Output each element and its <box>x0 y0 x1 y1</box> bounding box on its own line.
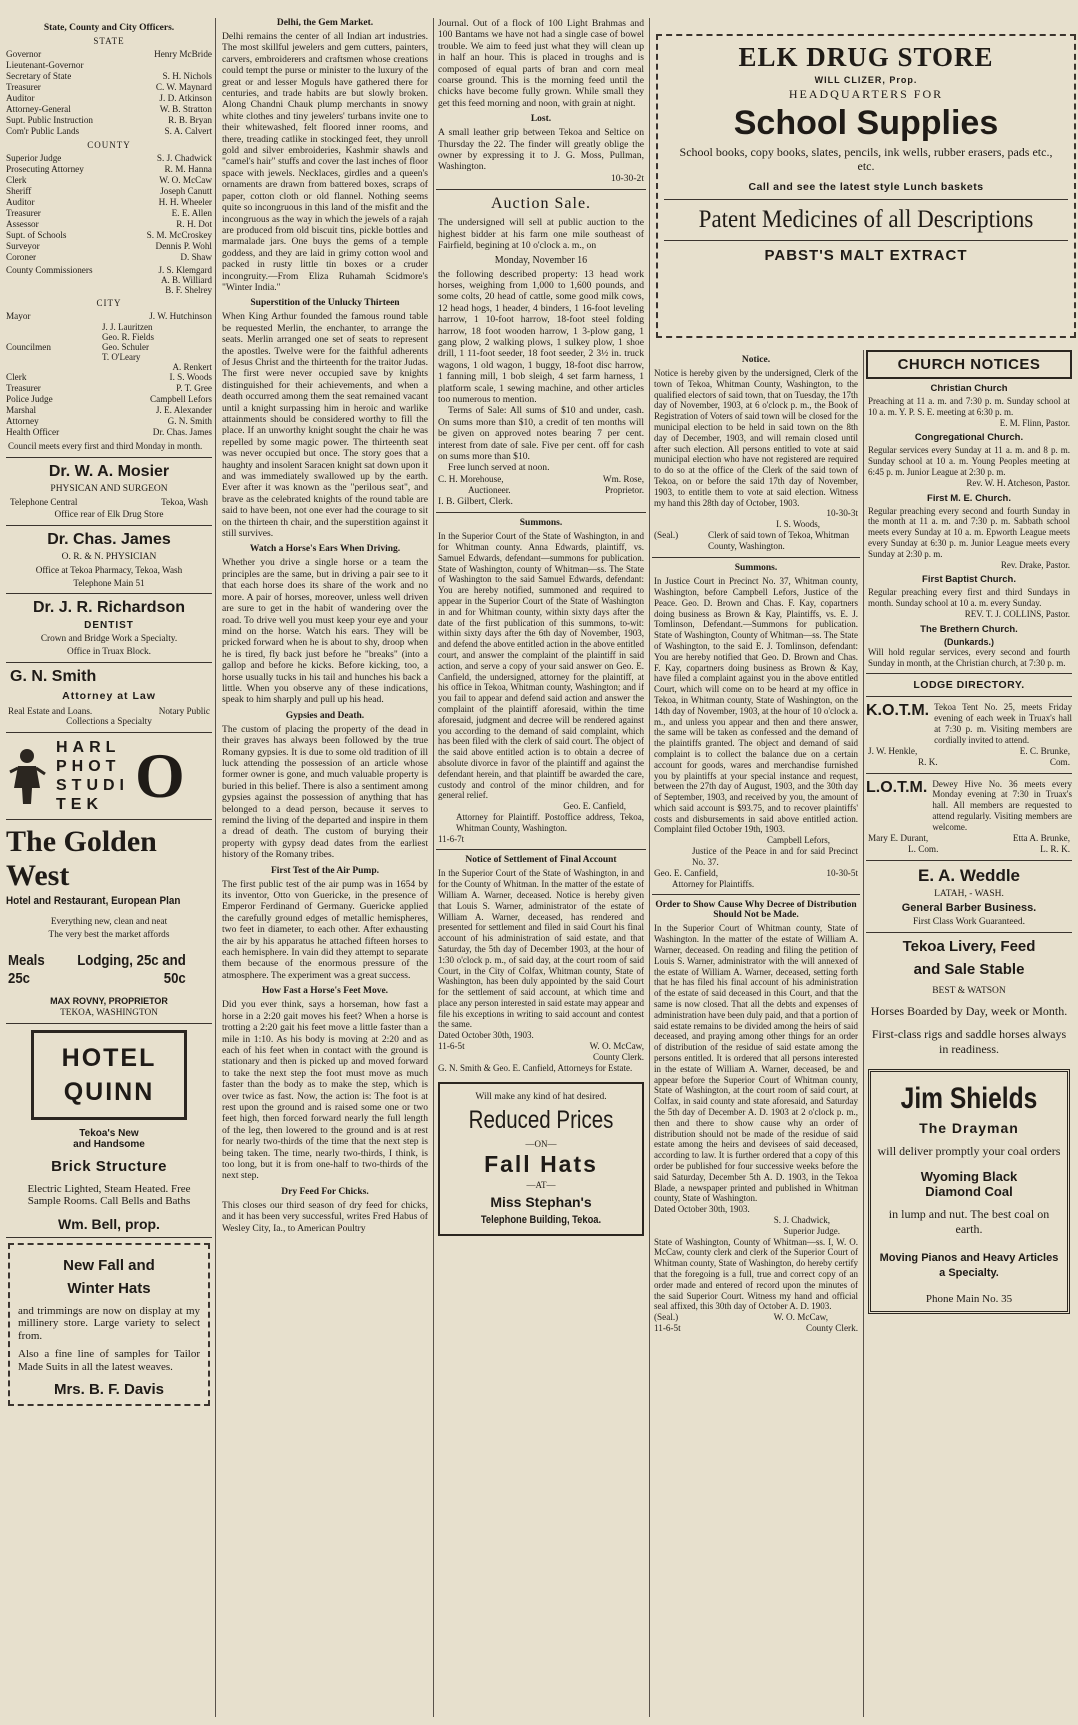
gypsies-title: Gypsies and Death. <box>285 710 365 721</box>
state-heading: STATE <box>93 36 125 46</box>
column-rule <box>215 18 216 1717</box>
dry-feed-continued: Journal. Out of a flock of 100 Light Brahmas and 100 Bantams we have not had a single case of bowel trouble. We aim to feed just what they will clean up in half an hour. This is placed in troughs and is composed of equal parts of bran and corn meal coarse ground. This is the morning feed until the chicks have become fully grown. While small they get this feed morning and noon, with grain at night. <box>438 18 644 109</box>
james-card: Dr. Chas. James O. R. & N. PHYSICIAN Office at Tekoa Pharmacy, Tekoa, Wash Telephone Main 51 <box>35 530 183 588</box>
officer-row: Attorney-General W. B. Stratton <box>6 104 212 114</box>
column-3: Journal. Out of a flock of 100 Light Brahmas and 100 Bantams we have not had a single case of bowel trouble. We aim to feed just what they will clean up in half an hour. This is placed in troughs and is composed of equal parts of bran and corn meal coarse ground. This is the morning feed until the chicks have become fully grown. While small they get this feed morning and noon, with grain at night. Lost. A small leather grip between Tekoa and Seltice on Thursday the 22. The finder will greatly oblige the owner by expressing it to J. G. Moss, Pullman, Washington. 10-30-2t Auction Sale. The undersigned will sell at public auction to the highest bidder at his farm one mile southeast of Fairfield, begining at 10 o'clock a. m., on Monday, November 16 the following described property: 13 head work horses, weighing from 1,000 to 1,600 pounds, and some colts, 20 head of cattle, some good milk cows, 12 head hogs, 1 header, 4 binders, 1 16-foot leveling harrow, 1 10-foot harrow, 18-foot steel folding harrow, 18 foot wooden harrow, 1 3-plow gang, 1 gang plow, 2 walking plows, 1 sulkey plow, 1 shoe drill, 1 11-foot seeder, 18 foot seeder, 2 3½ in. truck wagons, 1 old wagon, 1 buggy, 18-foot disc harrow, 1 fanning mill, 1 bob sleigh, 4 set farm harness, 1 platform scale, 1 sewing machine, and other articles too numerous to mention. Terms of Sale: All sums of $10 and under, cash. On sums more than $10, a credit of ten months will be given on approved notes bearing 7 per cent. interest from date of sale. Five per cent. off for cash on sums more than $10. Free lunch served at noon. C. H. Morehouse, Wm. Rose, Auctioneer. Proprietor. I. B. Gilbert, Clerk. Summons. In the Superior Court of the State of Washington, in and for Whitman county. Anna Edwards, plaintiff, vs. Samuel Edwards, defendant—summons for publication. State of Washington, county of Whitman—ss. The State of Washington to the said Samuel Edwards, defendant: You are hereby notified, summoned and required to appear in the Superior Court of the State of Washington in and for Whitman county, within sixty days after the date of the first publication of this summons, to-wit: within sixty days after the 6th day of November, 1903, and defend the above entitled action in the above entitled court, and answer the complaint of the plaintiff in said action, and serve a copy of your said answer on Geo. E. Canfield, the undersigned, attorney for the plaintiff, at his office in Tekoa, Whitman county, Washington; and if you fail to appear and defend said action and answer the complaint of the plaintiff aforesaid, within the time aforesaid, judgment and decree will be rendered against you according to the demand of said complaint, which has been filed with the clerk of said court. The object of the said above entitled action is to obtain a decree of absolute divorce in favor of the plaintiff and against the defendant herein, and that plaintiff be awarded the care, custody and control of the minor children, and for general relief. Geo. E. Canfield, Attorney for Plaintiff. Postoffice address, Tekoa, Whitman County, Washington. 11-6-7t Notice of Settlement of Final Account In the Superior Court of the State of Washington, in and for the County of Whitman. In the matter of the estate of William A. Warner, deceased. Notice is hereby given that Louis S. Warner, administrator of the estate of William A. Warner, deceased, has rendered and presented for settlement and filed in said Court his final account of his administration of said estate, and that Saturday, the 5th day of December 1903, at the hour of 1:30 o'clock p. m., of said day, at the court room of said Court, in the City of Colfax, Whitman county, State of Washington, has been duly appointed by the said Court for the settlement of said account, at which time and place any person interested in said estate may appear and file his exceptions in writing to said account and contest the same. Dated October 30th, 1903. 11-6-5t W. O. McCaw, County Clerk. G. N. Smith & Geo. E. Canfield, Attorneys for Estate. Will make any kind of hat desired. Reduced Prices —ON— Fall Hats —AT— Miss Stephan's Telephone Building, Tekoa. <box>436 18 646 1717</box>
officer-row: Health Officer Dr. Chas. James <box>6 427 212 437</box>
lodge-title: LODGE DIRECTORY. <box>913 679 1025 692</box>
officer-row: Supt. Public Instruction R. B. Bryan <box>6 115 212 125</box>
council-note: Council meets every first and third Monday in month. <box>8 441 203 451</box>
column-rule <box>863 350 864 1717</box>
officer-row: Treasurer E. E. Allen <box>6 208 212 218</box>
column-rule <box>649 18 650 1717</box>
column-2 <box>220 18 430 1717</box>
officer-row: Police Judge Campbell Lefors <box>6 394 212 404</box>
summons2-title: Summons. <box>734 563 778 574</box>
church-list <box>866 383 1072 668</box>
gypsies-body: The custom of placing the property of the dead in their graves has always been followed by the true Romany gypsies. It is due to some old tradition of ill luck attending the possession of an article whose former owner is gone, and much valuable property is buried in this belief. There is also a sentiment among gypsies against the possession of anything that has belonged to a dead person, because it serves to remind the living of the departed and inspire in them a dread of death. The custom of burying their property with gypsy dead dates from the earliest history of the Romany tribes. <box>222 723 428 861</box>
delhi-body: Delhi remains the center of all Indian art industries. The most skillful jewelers and gem cutters, painters, carvers, embroiderers and craftsmen whose creations could tempt the purse or minister to the luxury of the great or and lesser Moguls have gathered there for centuries, and trade habits are but slowly broken. Along Chandni Chauk plump merchants in snowy white clothes and tiny jewelers' turbans invite one to their whitewashed, felt floored inner rooms, and there, treading catlike in stockinged feet, they unroll gold and silver embroideries, Kashmir shawls and "camel's hair" stuffs and cover the last inches of floor space with jewels. Necklaces, girdles and a queen's ornaments are drawn from battered boxes, scraps of paper, cotton cloth or old flannel. Nothing seems quite so incongruous in this land of the misfit and the incongruous as the way in which the jewels of a rajah are produced from old biscuit tins, pickle bottles and marmalade jars. One buys the gems of a temple goddess, and they are laid in grimy cotton wool and packed in rusty little tin boxes or a cruder incongruity.—From Eliza Ruhamah Scidmore's "Winter India." <box>222 31 428 293</box>
notice-body: Notice is hereby given by the undersigned, Clerk of the town of Tekoa, Whitman County, Washington, to the qualified electors of said town, that on Tuesday, the 17th day of November, 1903, at 6 o'clock p. m., the Book of Registration of Voters of said town will be closed for the municipal election to be held in said town on the 8th day of December, 1903, and will remain closed until after such election. All persons entitled to vote at said municipal election who have not registered are required to do so at the office of the Clerk of the said town of Tekoa, on or before the said 17th day of November, 1903, to entitle them to vote at said election. Witness my hand this 28th day of October, 1903. <box>654 368 858 508</box>
officer-row: Lieutenant-Governor <box>6 60 84 70</box>
weddle-barber-ad: E. A. Weddle LATAH, - WASH. General Barber Business. First Class Work Guaranteed. <box>901 865 1037 927</box>
officer-row: Clerk I. S. Woods <box>6 372 212 382</box>
city-officers <box>6 372 212 438</box>
air-pump-body: The first public test of the air pump was in 1654 by its inventor, Otto von Guericke, in the presence of Emperor Ferdinand of Germany. Guericke applied the carefully ground edges of metallic hemispheres, two feet in diameter, to each other. After exhausting the air by his apparatus he attached fifteen horses to each hemisphere. In vain did they attempt to separate them because of the enormous pressure of the atmosphere. The experiment was a great success. <box>222 878 428 981</box>
column-5 <box>866 350 1072 1717</box>
photographer-figure-icon <box>6 746 48 806</box>
livery-ad: Tekoa Livery, Feed and Sale Stable BEST & WATSON Horses Boarded by Day, week or Month. First-class rigs and saddle horses always in readiness. <box>870 937 1068 1056</box>
delhi-title: Delhi, the Gem Market. <box>276 18 374 28</box>
officer-row: Surveyor Dennis P. Wohl <box>6 241 212 251</box>
jim-shields-ad: Jim Shields The Drayman will deliver promptly your coal orders Wyoming Black Diamond Coal in lump and nut. The best coal on earth. Moving Pianos and Heavy Articles a Specialty. Phone Main No. 35 <box>868 1069 1070 1314</box>
officer-row: Auditor J. D. Atkinson <box>6 93 212 103</box>
lost-body: A small leather grip between Tekoa and Seltice on Thursday the 22. The finder will greatly oblige the owner by expressing it to J. G. Moss, Pullman, Washington. <box>438 127 644 173</box>
superstition-body: When King Arthur founded the famous round table be requested Merlin, the enchanter, to arrange the seats. Merlin arranged one set of seats to represent the apostles. Twelve were for the faithful adherents of Jesus Christ and the thirteenth for the traitor Judas. The first were never occupied save by knights distinguished for their achievements, and when a death occurred among them the seat remained vacant until a knight surpassing him in heroic and warlike attainments should be considered worthy to fill the place. If an unworthy knight sought the chair he was repelled by some magic power. The thirteenth seat was never occupied but once. The story goes that a haughty and insolent Saracen knight sat down upon it and was immediately swallowed up by the earth. Ever after it was known as the "perilous seat", and brave as the celebrated knights of the round table are said to have been, not one ever had the courage to sit on the thirteen th chair, and the superstition against it still survives. <box>222 311 428 540</box>
horse-ears-title: Watch a Horse's Ears When Driving. <box>249 544 401 555</box>
dry-feed-body: This closes our third season of dry feed for chicks, and it has been very successful, writes Fred Habus of Wesley City, Ia., to American Poultry <box>222 1199 428 1234</box>
summons-body: In the Superior Court of the State of Washington, in and for Whitman county. Anna Edwards, plaintiff, vs. Samuel Edwards, defendant—summons for publication. State of Washington, county of Whitman—ss. The State of Washington to the said Samuel Edwards, defendant: You are hereby notified, summoned and required to appear in the Superior Court of the State of Washington in and for Whitman county, within sixty days after the date of the first publication of this summons, to-wit: within sixty days after the 6th day of November, 1903, and defend the above entitled action in the above entitled court, and answer the complaint of the plaintiff in said action, and serve a copy of your said answer on Geo. E. Canfield, the undersigned, attorney for the plaintiff, at his office in Tekoa, Whitman county, Washington; and if you fail to appear and defend said action and answer the complaint of the plaintiff aforesaid, within the time aforesaid, judgment and decree will be rendered against you according to the demand of said complaint, which has been filed with the clerk of said court. The object of the said above entitled action is to obtain a decree of absolute divorce in favor of the plaintiff and against the defendant herein, and that plaintiff be awarded the care, custody and control of the minor children, and for general relief. <box>438 531 644 801</box>
richardson-card: Dr. J. R. Richardson DENTIST Crown and Bridge Work a Specialty. Office in Truax Block. <box>32 598 186 657</box>
officer-row: Attorney G. N. Smith <box>6 416 212 426</box>
officers-title: State, County and City Officers. <box>43 23 175 33</box>
dry-feed-title: Dry Feed For Chicks. <box>281 1186 369 1197</box>
horse-feet-title: How Fast a Horse's Feet Move. <box>261 986 389 997</box>
officer-row: Com'r Public Lands S. A. Calvert <box>6 126 212 136</box>
settlement-body: In the Superior Court of the State of Washington, in and for the County of Whitman. In the matter of the estate of William A. Warner, deceased. Notice is hereby given that Louis S. Warner, administrator of the estate of William A. Warner, deceased, has rendered and presented for settlement and filed in said Court his final account of his administration of said estate, and that Saturday, the 5th day of December 1903, at the hour of 1:30 o'clock p. m., of said day, at the court room of said Court, in the City of Colfax, Whitman county, State of Washington, has been duly appointed by the said Court for the settlement of said account, at which time and place any person interested in said estate may appear and file his exceptions in writing to said account and contest the same. <box>438 868 644 1030</box>
church-entry: The Brethern Church. (Dunkards.) Will hold regular services, every second and fourth Sunday in month, at the Christian church, at 7:30 p. m. <box>868 623 1070 668</box>
settlement-title: Notice of Settlement of Final Account <box>465 855 617 866</box>
column-rule <box>433 18 434 1717</box>
horse-feet-body: Did you ever think, says a horseman, how fast a horse in a 2:20 gait moves his feet? When a horse is trotting a 2:20 gait his feet move a little faster than a mile in 1:10. As his body is moving at 2:20 and as each of his feet when in contact with the ground is stationary and then is picked up and moved forward to take the next step the foot must move as much faster than the body as to make the step, which is over twice as fast. Now, the action is: The foot is at rest upon the ground and is raised some one or two feet high, then forced forward nearly the full length of the leg, then lowered to the ground and is at rest for nearly two-thirds of the time that the next step is being taken. The time, nearly two-thirds, I think, is too long, but it is from one-half to two-thirds of the next step. <box>222 999 428 1182</box>
order-body: In the Superior Court of Whitman county, State of Washington. In the matter of the estate of William A. Warner, deceased. On reading and filing the petition of Louis S. Warner, administrator with the will annexed of the estate of William A. Warner, deceased, setting forth that he has filed his final account of his administration of the estate of said deceased in this Court, and that the same is now closed. That all the debts and expenses of administration have been duly paid, and that a portion of said estate remains to be divided among the heirs of said deceased, and praying among other things for an order of distribution of the residue of said estate among the persons entitled. It is ordered that all persons interested in the estate of William A. Warner, deceased, be and appear before the Superior Court of Whitman county, State of Washington, at the court room of said court, at Colfax, in said county and state aforesaid, and Saturday the 5th day of December A. D. 1903 at 2 o'clock p. m., then and there to show cause why an order of distribution should not be made of the residue of said estate among the heirs and devisees of said deceased, according to law. It is further ordered that a copy of this order be published for four successive weeks before the said Saturday, December 5th A. D. 1903, in the Tekoa Blade, a newspaper printed and published in Whitman county, State of Washington. <box>654 923 858 1204</box>
officer-row: Supt. of Schools S. M. McCroskey <box>6 230 212 240</box>
county-officers <box>6 153 212 263</box>
county-heading: COUNTY <box>87 140 131 150</box>
notice-title: Notice. <box>741 355 771 365</box>
city-heading: CITY <box>96 298 122 308</box>
officer-row: Coroner D. Shaw <box>6 252 212 262</box>
commissioners: County Commissioners J. S. Klemgard A. B. Williard B. F. Shelrey <box>6 265 212 295</box>
smith-card: G. N. Smith Attorney at Law Real Estate and Loans. Notary Public Collections a Specialty <box>8 667 210 727</box>
lost-title: Lost. <box>530 114 552 125</box>
officer-row: Sheriff Joseph Canutt <box>6 186 212 196</box>
officer-row: Clerk W. O. McCaw <box>6 175 212 185</box>
auction-body: The undersigned will sell at public auction to the highest bidder at his farm one mile southeast of Fairfield, begining at 10 o'clock a. m., on <box>438 217 644 252</box>
kotm-lodge: K.O.T.M. Tekoa Tent No. 25, meets Friday evening of each week in Truax's hall at 7:30 p. m. Visiting members are cordially invited to attend. J. W. Henkle, E. C. Brunke, R. K. Com. <box>866 702 1072 767</box>
church-entry: First Baptist Church. Regular preaching every first and third Sundays in month. Sunday school at 10 a. m. every Sunday. REV. T. J. COLLINS, Pastor. <box>868 574 1070 619</box>
officer-row: Auditor H. H. Wheeler <box>6 197 212 207</box>
state-officers <box>6 49 212 137</box>
hotel-quinn-ad: HOTEL QUINN Tekoa's New and Handsome Brick Structure Electric Lighted, Steam Heated. Free Sample Rooms. Call Bells and Baths Wm. Bell, prop. <box>6 1030 212 1232</box>
church-entry: Christian Church Preaching at 11 a. m. and 7:30 p. m. Sunday school at 10 a. m. Y. P. S. E. meeting at 6:30 p. m. E. M. Flinn, Pastor. <box>868 383 1070 428</box>
mosier-card: Dr. W. A. Mosier PHYSICAN AND SURGEON Telephone Central Tekoa, Wash Office rear of Elk Drug Store <box>10 462 208 520</box>
miss-stephans-ad: Will make any kind of hat desired. Reduced Prices —ON— Fall Hats —AT— Miss Stephan's Telephone Building, Tekoa. <box>438 1082 644 1236</box>
officer-row: Treasurer P. T. Gree <box>6 383 212 393</box>
officer-row: Treasurer C. W. Maynard <box>6 82 212 92</box>
officer-row: Prosecuting Attorney R. M. Hanna <box>6 164 212 174</box>
mayor-row: Mayor J. W. Hutchinson <box>6 311 212 321</box>
officer-row: Secretary of State S. H. Nichols <box>6 71 212 81</box>
auction-title: Auction Sale. <box>490 195 592 213</box>
officer-row: Superior Judge S. J. Chadwick <box>6 153 212 163</box>
column-4: Notice. Notice is hereby given by the undersigned, Clerk of the town of Tekoa, Whitman County, Washington, to the qualified electors of said town, that on Tuesday, the 17th day of November, 1903, at 6 o'clock p. m., the Book of Registration of Voters of said town will be closed for the municipal election to be held in said town on the 8th day of December, 1903, and will remain closed until after such election. All persons entitled to vote at said municipal election who have not registered are required to do so at the office of the Clerk of the said town of Tekoa, on or before the said 17th day of November, 1903, to entitle them to vote at said election. Witness my hand this 28th day of October, 1903. 10-30-3t I. S. Woods, (Seal.) Clerk of said town of Tekoa, Whitman County, Washington. Summons. In Justice Court in Precinct No. 37, Whitman county, Washington, before Campbell Lefors, Justice of the Peace. Geo. D. Brown and Chas. F. Kay, copartners doing business as Brown & Kay, Plaintiffs, vs. E. J. Tomlinson, Defendant.—Summons for publication. State of Washington, County of Whitman—ss. The State of Washington, to the said E. J. Tomlinson, defendant: You are hereby notified that Geo. D. Brown and Chas. F. Kay, copartners doing business as Brown & Kay, have filed a complaint against you in the above entitled Court, which will come on to be heard at my office in Tekoa, in Whitman county, State of Washington, on the 14th day of November, 1903, at the hour of 10 o'clock a. m., and unless you appear and then and there answer, the same will be taken as confessed and the demand of the plaintiffs granted. The object and demand of said complaint is to collect the balance due on a certain account for goods, wares and merchandise furnished you by plaintiffs at your special instance and request, between the 27th day of August, 1903, and the 30th day of September, 1903, and received by you, the amount of which said account is $93.75, and to recover plaintiffs' costs and disbursements in said above entitled action. Complaint filed October 19th, 1903. Campbell Lefors, Justice of the Peace in and for said Precinct No. 37. Geo. E. Canfield, 10-30-5t Attorney for Plaintiffs. Order to Show Cause Why Decree of Distribution Should Not be Made. In the Superior Court of Whitman county, State of Washington. In the matter of the estate of William A. Warner, deceased. On reading and filing the petition of Louis S. Warner, administrator with the will annexed of the estate of William A. Warner, deceased, setting forth that he has filed his final account of his administration of the estate of said deceased in this Court, and that the same is now closed. That all the debts and expenses of administration have been duly paid, and that a portion of said estate remains to be divided among the heirs of said deceased, and praying among other things for an order of distribution of the residue of said estate among the persons entitled. It is ordered that all persons interested in the estate of William A. Warner, deceased, be and appear before the Superior Court of Whitman county, State of Washington, at the court room of said court, at Colfax, in said county and state aforesaid, and Saturday the 5th day of December A. D. 1903 at 2 o'clock p. m., then and there to show cause why an order of distribution should not be made of the residue of said estate among the heirs and devisees of said deceased, according to law. It is further ordered that a copy of this order be published for four successive weeks before the said Saturday, December 5th A. D. 1903, in the Tekoa Blade, a newspaper printed and published in Whitman county, State of Washington. Dated October 30th, 1903. S. J. Chadwick, Superior Judge. State of Washington, County of Whitman—ss. I, W. O. McCaw, county clerk and clerk of the Superior Court of Whitman county, State of Washington, do hereby certify that the foregoing is a full, true and correct copy of an order made and entered of record upon the minutes of the said Superior Court. Witness my hand and official seal affixed, this 30th day of October A. D. 1903. (Seal.) W. O. McCaw, 11-6-5t County Clerk. <box>654 355 858 1334</box>
superstition-title: Superstition of the Unlucky Thirteen <box>250 298 400 309</box>
officer-row: Marshal J. E. Alexander <box>6 405 212 415</box>
golden-west-ad: The Golden West Hotel and Restaurant, European Plan Everything new, clean and neat The very best the market affords Meals 25c Lodging, 25c and 50c MAX ROVNY, PROPRIETOR TEKOA, WASHINGTON <box>6 824 186 1018</box>
officer-row: Governor Henry McBride <box>6 49 212 59</box>
church-entry: Congregational Church. Regular services every Sunday at 11 a. m. and 8 p. m. Sunday school at 10 a. m. Young Peoples meeting at 6:45 p. m. Junior League at 2:30 p. m. Rev. W. H. Atcheson, Pastor. <box>868 432 1070 488</box>
councilmen: Councilmen J. J. Lauritzen Geo. R. Fields Geo. Schuler T. O'Leary A. Renkert <box>6 322 212 372</box>
column-1 <box>6 18 212 1717</box>
air-pump-title: First Test of the Air Pump. <box>270 865 380 876</box>
church-entry: First M. E. Church. Regular preaching every second and fourth Sunday in the month at 11 a. m. and 7:30 p. m. Sabbath school meets every Sunday at 10 a. m. Epworth League meets every Sunday at 6:30 p. m. Junior League meets every Sunday at 2:30 p. m. Rev. Drake, Pastor. <box>868 492 1070 570</box>
horse-ears-body: Whether you drive a single horse or a team the principles are the same, but in driving a pair see to it that each horse does its share of the work and no more. A pair of horses, moreover, unless well driven are sure to get in the habit of wandering over the road. To drive well you must keep your eye and your mind on the horse. Watch his ears. They will be pricked forward when he is about to shy, droop when he is tired, fly back just before he "breaks" (into a gallop and before he kicks. Before kicking, too, a horse usually tucks in his tail and hunches his back a little. When you observe any of these indications, speak to him sharply and pull up his head. <box>222 557 428 706</box>
officer-row: Assessor R. H. Dot <box>6 219 212 229</box>
lotm-lodge: L.O.T.M. Dewey Hive No. 36 meets every Monday evening at 7:30 in Truax's hall. All members are requested to attend regularly. Visiting members are welcome. Mary E. Durant, Etta A. Brunke, L. Com. L. R. K. <box>866 778 1072 854</box>
davis-millinery-ad: New Fall and Winter Hats and trimmings are now on display at my millinery store. Large variety to select from. Also a fine line of samples for Tailor Made Suits in all the latest weaves. Mrs. B. F. Davis <box>8 1243 210 1407</box>
summons2-body: In Justice Court in Precinct No. 37, Whitman county, Washington, before Campbell Lefors, Justice of the Peace. Geo. D. Brown and Chas. F. Kay, copartners doing business as Brown & Kay, Plaintiffs, vs. E. J. Tomlinson, Defendant.—Summons for publication. State of Washington, County of Whitman—ss. The State of Washington, to the said E. J. Tomlinson, defendant: You are hereby notified that Geo. D. Brown and Chas. F. Kay, copartners doing business as Brown & Kay, have filed a complaint against you in the above entitled Court, which will come on to be heard at my office in Tekoa, in Whitman county, State of Washington, on the 14th day of November, 1903, at the hour of 10 o'clock a. m., and unless you appear and then and there answer, the same will be taken as confessed and the demand of the plaintiffs granted. The object and demand of said complaint is to collect the balance due on a certain account for goods, wares and merchandise furnished you by plaintiffs at your special instance and request, between the 27th day of August, 1903, and the 30th day of September, 1903, and received by you, the amount of which said account is $93.75, and to recover plaintiffs' costs and disbursements in said above entitled action. Complaint filed October 19th, 1903. <box>654 576 858 835</box>
church-notices-header: CHURCH NOTICES <box>866 350 1072 379</box>
harl-photo-ad: HARL PHOT STUDI TEK O <box>6 738 212 814</box>
elk-drug-store-ad: ELK DRUG STORE WILL CLIZER, Prop. HEADQUARTERS FOR School Supplies School books, copy books, slates, pencils, ink wells, rubber erasers, pads etc., etc. Call and see the latest style Lunch baskets Patent Medicines of all Descriptions PABST'S MALT EXTRACT <box>656 34 1076 338</box>
order-title: Order to Show Cause Why Decree of Distribution Should Not be Made. <box>655 900 857 921</box>
summons-title: Summons. <box>519 518 563 529</box>
